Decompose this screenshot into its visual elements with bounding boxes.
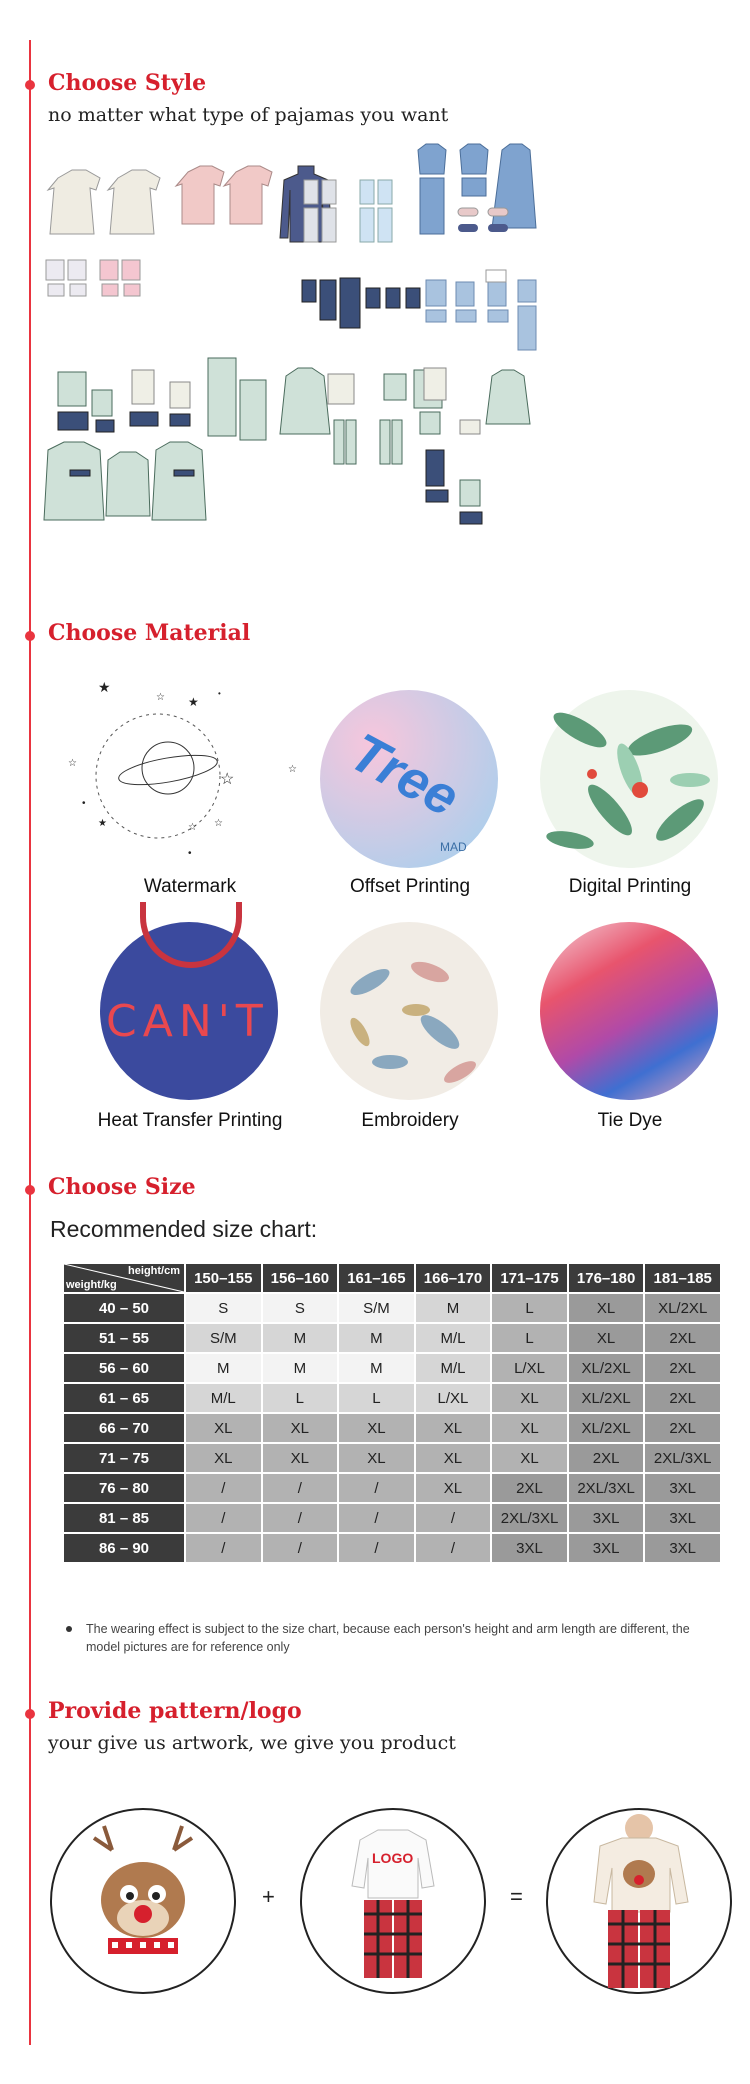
- size-cell: XL: [415, 1413, 492, 1443]
- size-cell: /: [185, 1533, 262, 1563]
- weight-range-cell: 61 – 65: [63, 1383, 185, 1413]
- size-cell: 2XL: [644, 1383, 721, 1413]
- reindeer-artwork-icon: [52, 1810, 234, 1992]
- section-title-size: Choose Size: [48, 1174, 196, 1200]
- size-chart-row: [63, 1293, 721, 1323]
- watermark-sample: [68, 679, 297, 860]
- size-cell: XL: [415, 1473, 492, 1503]
- size-chart-row: [63, 1503, 721, 1533]
- size-cell: S/M: [338, 1293, 415, 1323]
- height-axis-label: height/cm: [128, 1265, 180, 1277]
- size-cell: /: [262, 1503, 339, 1533]
- weight-axis-label: weight/kg: [66, 1279, 117, 1291]
- tie-dye-sample: [540, 922, 718, 1100]
- svg-text:☆: ☆: [188, 822, 197, 833]
- size-cell: 2XL/3XL: [644, 1443, 721, 1473]
- material-label: Heat Transfer Printing: [97, 1110, 283, 1131]
- heat-transfer-text: CAN'T: [106, 996, 269, 1047]
- size-cell: XL: [491, 1413, 568, 1443]
- size-chart-row: [63, 1533, 721, 1563]
- embroidered-leaves-icon: [320, 922, 498, 1100]
- svg-text:•: •: [82, 798, 86, 809]
- size-cell: 2XL: [644, 1323, 721, 1353]
- size-cell: /: [338, 1473, 415, 1503]
- offset-print-small: MAD: [440, 840, 467, 854]
- size-cell: /: [185, 1503, 262, 1533]
- size-chart-row: [63, 1473, 721, 1503]
- weight-range-cell: 76 – 80: [63, 1473, 185, 1503]
- size-chart-table: [62, 1262, 722, 1564]
- size-cell: XL: [568, 1293, 645, 1323]
- size-cell: /: [262, 1533, 339, 1563]
- size-note: [66, 1620, 726, 1656]
- timeline-dot: [25, 631, 35, 641]
- size-cell: 3XL: [644, 1533, 721, 1563]
- size-chart-row: [63, 1413, 721, 1443]
- size-cell: L: [338, 1383, 415, 1413]
- size-cell: M/L: [415, 1323, 492, 1353]
- size-cell: 3XL: [644, 1473, 721, 1503]
- size-cell: L/XL: [415, 1383, 492, 1413]
- section-subtitle-style: no matter what type of pajamas you want: [48, 104, 449, 126]
- size-cell: 3XL: [568, 1533, 645, 1563]
- weight-range-cell: 86 – 90: [63, 1533, 185, 1563]
- size-cell: L/XL: [491, 1353, 568, 1383]
- size-cell: XL: [262, 1413, 339, 1443]
- size-cell: /: [415, 1533, 492, 1563]
- svg-text:•: •: [218, 689, 221, 698]
- svg-text:★: ★: [188, 695, 199, 709]
- size-cell: /: [262, 1473, 339, 1503]
- size-cell: M/L: [415, 1353, 492, 1383]
- material-label: Watermark: [143, 876, 237, 897]
- plus-sign: +: [262, 1884, 275, 1909]
- weight-range-cell: 81 – 85: [63, 1503, 185, 1533]
- heat-transfer-sample: [100, 922, 278, 1100]
- pajama-styles-illustration: [40, 120, 720, 590]
- size-cell: XL/2XL: [568, 1353, 645, 1383]
- height-header: 181–185: [644, 1263, 721, 1293]
- size-cell: 3XL: [568, 1503, 645, 1533]
- size-cell: M: [415, 1293, 492, 1323]
- weight-range-cell: 56 – 60: [63, 1353, 185, 1383]
- size-cell: XL: [338, 1413, 415, 1443]
- height-header: 156–160: [262, 1263, 339, 1293]
- section-title-material: Choose Material: [48, 620, 251, 646]
- equals-sign: =: [510, 1884, 523, 1909]
- size-chart-row: [63, 1383, 721, 1413]
- size-cell: XL: [491, 1443, 568, 1473]
- size-cell: XL: [415, 1443, 492, 1473]
- size-cell: XL: [185, 1413, 262, 1443]
- pajama-template-icon: [302, 1810, 484, 1992]
- finished-pajama-icon: [548, 1810, 730, 1992]
- size-cell: XL: [568, 1323, 645, 1353]
- logo-placeholder-text: LOGO: [372, 1850, 414, 1866]
- size-cell: 2XL: [568, 1443, 645, 1473]
- size-cell: L: [491, 1323, 568, 1353]
- height-header: 176–180: [568, 1263, 645, 1293]
- size-cell: 2XL/3XL: [491, 1503, 568, 1533]
- section-title-style: Choose Style: [48, 70, 207, 96]
- size-chart-header-row: [63, 1263, 721, 1293]
- svg-text:•: •: [188, 848, 192, 859]
- embroidery-sample: [320, 922, 498, 1100]
- offset-print-text: Tree: [340, 721, 469, 829]
- offset-printing-sample: [320, 690, 498, 868]
- size-cell: /: [338, 1533, 415, 1563]
- size-cell: XL: [185, 1443, 262, 1473]
- svg-text:☆: ☆: [68, 758, 77, 769]
- svg-text:★: ★: [98, 679, 111, 695]
- size-cell: L: [491, 1293, 568, 1323]
- size-cell: 2XL: [644, 1413, 721, 1443]
- size-cell: XL/2XL: [568, 1413, 645, 1443]
- size-cell: XL/2XL: [568, 1383, 645, 1413]
- size-cell: XL: [338, 1443, 415, 1473]
- height-header: 171–175: [491, 1263, 568, 1293]
- final-product-circle: [546, 1808, 732, 1994]
- size-cell: XL: [262, 1443, 339, 1473]
- size-cell: S: [262, 1293, 339, 1323]
- size-cell: 2XL: [491, 1473, 568, 1503]
- digital-printing-sample: [540, 690, 718, 868]
- size-chart-row: [63, 1353, 721, 1383]
- material-label: Tie Dye: [597, 1110, 663, 1131]
- svg-text:☆: ☆: [214, 818, 223, 829]
- size-chart-corner: [63, 1263, 185, 1293]
- leaf-pattern-icon: [540, 690, 718, 868]
- height-header: 150–155: [185, 1263, 262, 1293]
- size-note-text: The wearing effect is subject to the size chart, because each person's height and arm length are different, the model pictures are for reference only: [86, 1622, 690, 1654]
- timeline-dot: [25, 1185, 35, 1195]
- artwork-circle: [50, 1808, 236, 1994]
- size-cell: L: [262, 1383, 339, 1413]
- size-cell: 3XL: [644, 1503, 721, 1533]
- size-cell: /: [338, 1503, 415, 1533]
- material-label: Digital Printing: [568, 876, 692, 897]
- size-cell: M/L: [185, 1383, 262, 1413]
- weight-range-cell: 51 – 55: [63, 1323, 185, 1353]
- size-cell: M: [262, 1323, 339, 1353]
- size-cell: S: [185, 1293, 262, 1323]
- timeline-dot: [25, 80, 35, 90]
- weight-range-cell: 66 – 70: [63, 1413, 185, 1443]
- svg-text:☆: ☆: [156, 692, 165, 703]
- size-cell: M: [338, 1353, 415, 1383]
- size-cell: M: [262, 1353, 339, 1383]
- size-cell: S/M: [185, 1323, 262, 1353]
- size-cell: 2XL: [644, 1353, 721, 1383]
- size-cell: 3XL: [491, 1533, 568, 1563]
- size-chart-title: Recommended size chart:: [50, 1216, 318, 1242]
- planet-sketch-icon: [68, 679, 297, 860]
- svg-text:☆: ☆: [288, 764, 297, 775]
- weight-range-cell: 40 – 50: [63, 1293, 185, 1323]
- section-subtitle-pattern: your give us artwork, we give you product: [48, 1732, 456, 1754]
- svg-text:☆: ☆: [220, 771, 235, 788]
- product-template-circle: [300, 1808, 486, 1994]
- collar-trim: [140, 902, 242, 968]
- size-cell: /: [415, 1503, 492, 1533]
- size-cell: XL: [491, 1383, 568, 1413]
- material-label: Embroidery: [361, 1110, 459, 1131]
- size-chart-row: [63, 1323, 721, 1353]
- size-cell: M: [338, 1323, 415, 1353]
- timeline-line: [29, 40, 31, 2045]
- size-cell: XL/2XL: [644, 1293, 721, 1323]
- bullet-icon: [66, 1626, 72, 1632]
- section-title-pattern: Provide pattern/logo: [48, 1698, 302, 1724]
- material-label: Offset Printing: [349, 876, 471, 897]
- floral-nightdress-icon: [48, 170, 160, 234]
- size-cell: /: [185, 1473, 262, 1503]
- svg-text:★: ★: [98, 818, 107, 829]
- size-cell: 2XL/3XL: [568, 1473, 645, 1503]
- height-header: 161–165: [338, 1263, 415, 1293]
- timeline-dot: [25, 1709, 35, 1719]
- height-header: 166–170: [415, 1263, 492, 1293]
- size-chart-row: [63, 1443, 721, 1473]
- size-cell: M: [185, 1353, 262, 1383]
- weight-range-cell: 71 – 75: [63, 1443, 185, 1473]
